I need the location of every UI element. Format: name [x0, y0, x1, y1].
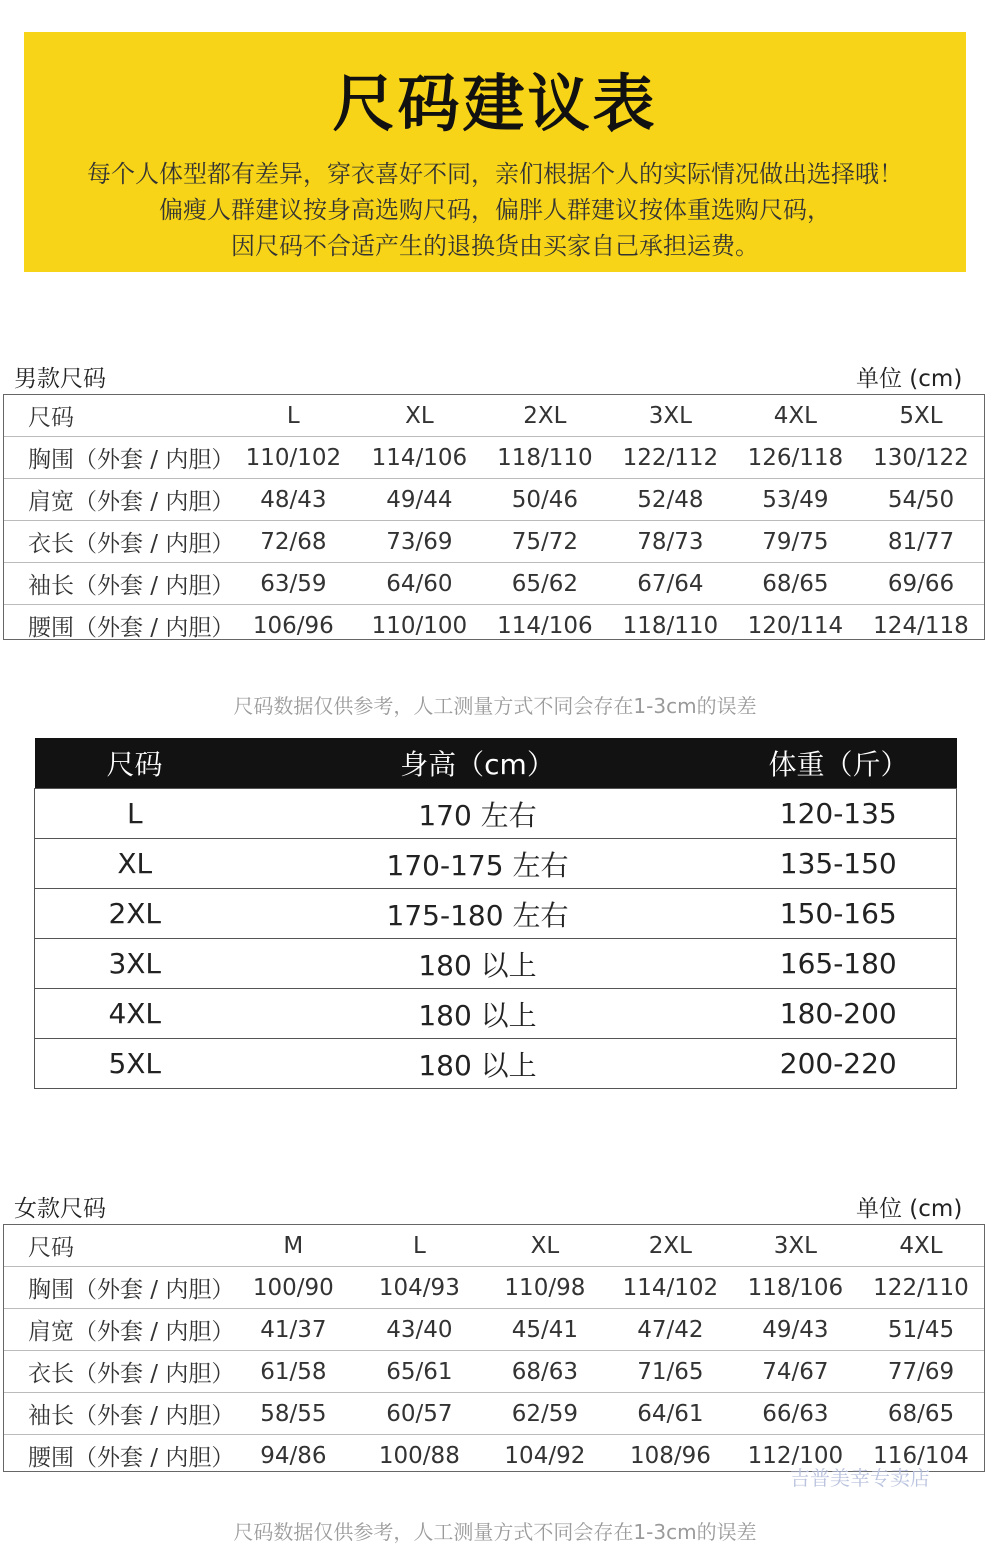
- table-row: [4, 563, 984, 605]
- table-row: [35, 1039, 957, 1089]
- measurement-label: 袖长（外套 / 内胆）: [4, 563, 230, 605]
- measurement-label: 袖长（外套 / 内胆）: [4, 1393, 230, 1435]
- table-cell: 51/45: [858, 1309, 984, 1351]
- table-cell: 66/63: [733, 1393, 858, 1435]
- table-row: [35, 789, 957, 839]
- table-row: [35, 989, 957, 1039]
- table-cell: 62/59: [482, 1393, 608, 1435]
- banner-line-3: 因尺码不合适产生的退换货由买家自己承担运费。: [231, 232, 759, 260]
- table-cell: 50/46: [482, 479, 608, 521]
- column-header: XL: [405, 402, 434, 429]
- fit-header-weight: 体重（斤）: [721, 738, 957, 789]
- table-cell: 104/92: [482, 1435, 608, 1477]
- height-cell: 170-175 左右: [235, 839, 721, 889]
- height-cell: 180 以上: [235, 939, 721, 989]
- table-cell: 45/41: [482, 1309, 608, 1351]
- table-cell: 78/73: [608, 521, 733, 563]
- table-cell: 72/68: [230, 521, 357, 563]
- size-guide-banner: [24, 32, 966, 272]
- table-cell: 58/55: [230, 1393, 357, 1435]
- table-cell: 108/96: [608, 1435, 733, 1477]
- table-cell: 118/106: [733, 1267, 858, 1309]
- table-cell: 124/118: [858, 605, 984, 647]
- column-header: 3XL: [648, 402, 692, 429]
- table-cell: 73/69: [357, 521, 482, 563]
- table-cell: 94/86: [230, 1435, 357, 1477]
- table-cell: 114/106: [357, 437, 482, 479]
- measurement-label: 肩宽（外套 / 内胆）: [4, 1309, 230, 1351]
- table-cell: 81/77: [858, 521, 984, 563]
- table-cell: 52/48: [608, 479, 733, 521]
- banner-line-2: 偏瘦人群建议按身高选购尺码，偏胖人群建议按体重选购尺码，: [159, 196, 831, 224]
- women-size-table: [4, 1225, 984, 1476]
- table-cell: 100/88: [357, 1435, 482, 1477]
- table-cell: 120/114: [733, 605, 858, 647]
- fit-header-height: 身高（cm）: [235, 738, 721, 789]
- fit-header-size: 尺码: [35, 738, 235, 789]
- measurement-label: 胸围（外套 / 内胆）: [4, 1267, 230, 1309]
- table-cell: 69/66: [858, 563, 984, 605]
- table-cell: 118/110: [608, 605, 733, 647]
- weight-cell: 180-200: [721, 989, 957, 1039]
- fit-header-row: [35, 738, 957, 789]
- table-cell: 79/75: [733, 521, 858, 563]
- table-cell: 65/61: [357, 1351, 482, 1393]
- column-header: 尺码: [28, 405, 74, 431]
- table-cell: 41/37: [230, 1309, 357, 1351]
- table-cell: 110/100: [357, 605, 482, 647]
- table-cell: 65/62: [482, 563, 608, 605]
- table-cell: 126/118: [733, 437, 858, 479]
- table-cell: 114/102: [608, 1267, 733, 1309]
- table-row: [4, 1267, 984, 1309]
- table-cell: 74/67: [733, 1351, 858, 1393]
- table-cell: 122/110: [858, 1267, 984, 1309]
- table-row: [4, 1393, 984, 1435]
- table-cell: 104/93: [357, 1267, 482, 1309]
- women-size-table-body: [4, 1225, 984, 1476]
- fit-guide-table: [34, 738, 957, 1089]
- table-cell: 60/57: [357, 1393, 482, 1435]
- size-cell: XL: [35, 839, 235, 889]
- table-cell: 110/102: [230, 437, 357, 479]
- table-cell: 47/42: [608, 1309, 733, 1351]
- table-cell: 53/49: [733, 479, 858, 521]
- table-row: [4, 1309, 984, 1351]
- table-cell: 130/122: [858, 437, 984, 479]
- table-cell: 68/63: [482, 1351, 608, 1393]
- column-header: XL: [530, 1232, 560, 1259]
- table-row: [35, 939, 957, 989]
- column-header: M: [283, 1232, 304, 1259]
- size-cell: L: [35, 789, 235, 839]
- height-cell: 175-180 左右: [235, 889, 721, 939]
- measurement-label: 腰围（外套 / 内胆）: [4, 1435, 230, 1477]
- table-cell: 118/110: [482, 437, 608, 479]
- table-cell: 77/69: [858, 1351, 984, 1393]
- column-header: L: [286, 402, 300, 429]
- table-cell: 106/96: [230, 605, 357, 647]
- men-header-row: [4, 395, 984, 437]
- table-row: [35, 889, 957, 939]
- table-cell: 61/58: [230, 1351, 357, 1393]
- measurement-label: 衣长（外套 / 内胆）: [4, 1351, 230, 1393]
- men-unit-label: 单位 (cm): [856, 366, 963, 392]
- table-cell: 68/65: [733, 563, 858, 605]
- table-cell: 116/104: [858, 1435, 984, 1477]
- store-watermark: 吉普美幸专卖店: [790, 1466, 930, 1490]
- column-header: 3XL: [773, 1232, 818, 1259]
- column-header: 5XL: [899, 402, 943, 429]
- height-cell: 170 左右: [235, 789, 721, 839]
- size-cell: 5XL: [35, 1039, 235, 1089]
- weight-cell: 150-165: [721, 889, 957, 939]
- banner-line-1: 每个人体型都有差异，穿衣喜好不同，亲们根据个人的实际情况做出选择哦！: [87, 160, 903, 188]
- table-cell: 122/112: [608, 437, 733, 479]
- measurement-note: 尺码数据仅供参考，人工测量方式不同会存在1-3cm的误差: [233, 694, 757, 718]
- table-row: [4, 479, 984, 521]
- measurement-label: 胸围（外套 / 内胆）: [4, 437, 230, 479]
- column-header: 2XL: [648, 1232, 692, 1259]
- column-header: 4XL: [899, 1232, 943, 1259]
- table-cell: 63/59: [230, 563, 357, 605]
- banner-notice: [24, 156, 966, 264]
- page-title: 尺码建议表: [332, 67, 658, 140]
- table-cell: 68/65: [858, 1393, 984, 1435]
- weight-cell: 200-220: [721, 1039, 957, 1089]
- column-header: 4XL: [773, 402, 818, 429]
- table-row: [4, 521, 984, 563]
- measurement-label: 腰围（外套 / 内胆）: [4, 605, 230, 647]
- women-unit-label: 单位 (cm): [856, 1196, 963, 1222]
- table-cell: 114/106: [482, 605, 608, 647]
- measurement-label: 衣长（外套 / 内胆）: [4, 521, 230, 563]
- height-cell: 180 以上: [235, 1039, 721, 1089]
- height-cell: 180 以上: [235, 989, 721, 1039]
- table-row: [4, 1351, 984, 1393]
- size-cell: 3XL: [35, 939, 235, 989]
- column-header: L: [412, 1232, 426, 1259]
- table-cell: 49/44: [357, 479, 482, 521]
- column-header: 2XL: [523, 402, 567, 429]
- size-cell: 2XL: [35, 889, 235, 939]
- table-cell: 49/43: [733, 1309, 858, 1351]
- table-cell: 100/90: [230, 1267, 357, 1309]
- men-section-title: 男款尺码: [14, 366, 106, 392]
- table-cell: 48/43: [230, 479, 357, 521]
- measurement-note-bottom: 尺码数据仅供参考，人工测量方式不同会存在1-3cm的误差: [233, 1520, 757, 1544]
- men-size-table-body: [4, 395, 984, 646]
- table-cell: 54/50: [858, 479, 984, 521]
- weight-cell: 165-180: [721, 939, 957, 989]
- measurement-label: 肩宽（外套 / 内胆）: [4, 479, 230, 521]
- fit-table-body: [35, 789, 957, 1089]
- column-header: 尺码: [28, 1235, 74, 1261]
- table-row: [4, 605, 984, 647]
- men-size-table: [4, 395, 984, 646]
- table-row: [35, 839, 957, 889]
- weight-cell: 135-150: [721, 839, 957, 889]
- table-cell: 71/65: [608, 1351, 733, 1393]
- table-cell: 64/60: [357, 563, 482, 605]
- table-cell: 43/40: [357, 1309, 482, 1351]
- table-cell: 67/64: [608, 563, 733, 605]
- women-header-row: [4, 1225, 984, 1267]
- table-row: [4, 437, 984, 479]
- table-cell: 64/61: [608, 1393, 733, 1435]
- women-section-title: 女款尺码: [14, 1196, 106, 1222]
- table-cell: 112/100: [733, 1435, 858, 1477]
- table-cell: 75/72: [482, 521, 608, 563]
- size-cell: 4XL: [35, 989, 235, 1039]
- table-cell: 110/98: [482, 1267, 608, 1309]
- weight-cell: 120-135: [721, 789, 957, 839]
